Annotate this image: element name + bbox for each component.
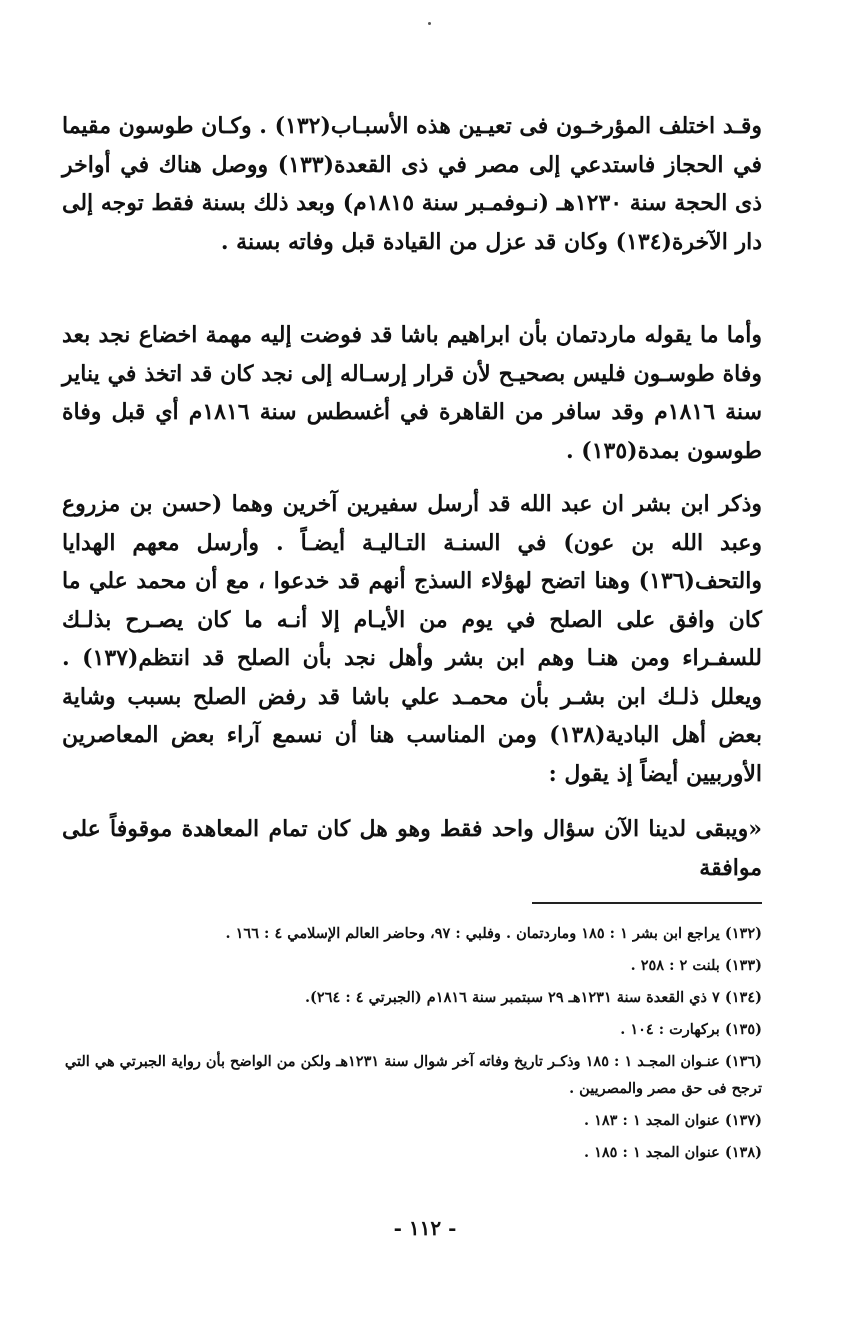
footnote-136: (١٣٦) عنـوان المجـد ١ : ١٨٥ وذكـر تاريخ وفاته آخر شوال سنة ١٢٣١هـ ولكن من الواضح بأن رواية الجبرتي هي التي ترجح فى حق مصر والمصريين . — [64, 1053, 762, 1097]
page-mark — [428, 22, 431, 25]
footnote-137: (١٣٧) عنوان المجد ١ : ١٨٣ . — [584, 1112, 762, 1129]
body-paragraph-1: وقـد اختلف المؤرخـون فى تعيـين هذه الأسبـاب(١٣٢) . وكـان طوسون مقيما في الحجاز فاستدعي إلى مصر في ذى القعدة(١٣٣) ووصل هناك في أواخر ذى الحجة سنة ١٢٣٠هـ (نـوفمـبر سنة ١٨١٥م) وبعد ذلك بسنة فقط توجه إلى دار الآخرة(١٣٤) وكان قد عزل من القيادة قبل وفاته بسنة . — [62, 113, 763, 255]
body-paragraph-4: «ويبقى لدينا الآن سؤال واحد فقط وهو هل كان تمام المعاهدة موقوفاً على موافقة — [62, 816, 762, 881]
footnote-132: (١٣٢) يراجع ابن بشر ١ : ١٨٥ وماردتمان . وفلبي : ٩٧، وحاضر العالم الإسلامي ٤ : ١٦٦ . — [225, 925, 762, 942]
footnote-134: (١٣٤) ٧ ذي القعدة سنة ١٢٣١هـ ٢٩ سبتمبر سنة ١٨١٦م (الجبرتي ٤ : ٢٦٤). — [304, 989, 762, 1006]
footnote-separator — [532, 902, 762, 904]
footnotes-list — [62, 920, 762, 1171]
body-paragraph-2: وأما ما يقوله ماردتمان بأن ابراهيم باشا قد فوضت إليه مهمة اخضاع نجد بعد وفاة طوسـون فليس بصحيـح لأن قرار إرسـاله إلى نجد كان قد اتخذ في يناير سنة ١٨١٦م وقد سافر من القاهرة في أغسطس سنة ١٨١٦م أي قبل وفاة طوسون بمدة(١٣٥) . — [62, 322, 762, 464]
body-paragraph-3: وذكر ابن بشر ان عبد الله قد أرسل سفيرين آخرين وهما (حسن بن مزروع وعبد الله بن عون) في السنـة التـاليـة أيضـاً . وأرسل معهم الهدايا والتحف(١٣٦) وهنا اتضح لهؤلاء السذج أنهم قد خدعوا ، مع أن محمد علي ما كان وافق على الصلح في يوم من الأيـام إلا أنـه ما كان يصـرح بذلـك للسفـراء ومن هنـا وهم ابن بشر وأهل نجد بأن الصلح قد انتظم(١٣٧) . ويعلل ذلـك ابن بشـر بأن محمـد علي باشا قد رفض الصلح بسبب وشاية بعض أهل البادية(١٣٨) ومن المناسب هنا أن نسمع آراء بعض المعاصرين الأوربيين أيضاً إذ يقول : — [62, 491, 763, 787]
footnote-135: (١٣٥) بركهارت : ١٠٤ . — [620, 1021, 762, 1038]
page-number: - ١١٢ - — [393, 1216, 457, 1240]
footnote-133: (١٣٣) بلنت ٢ : ٢٥٨ . — [630, 957, 762, 974]
footnote-138: (١٣٨) عنوان المجد ١ : ١٨٥ . — [584, 1144, 762, 1161]
